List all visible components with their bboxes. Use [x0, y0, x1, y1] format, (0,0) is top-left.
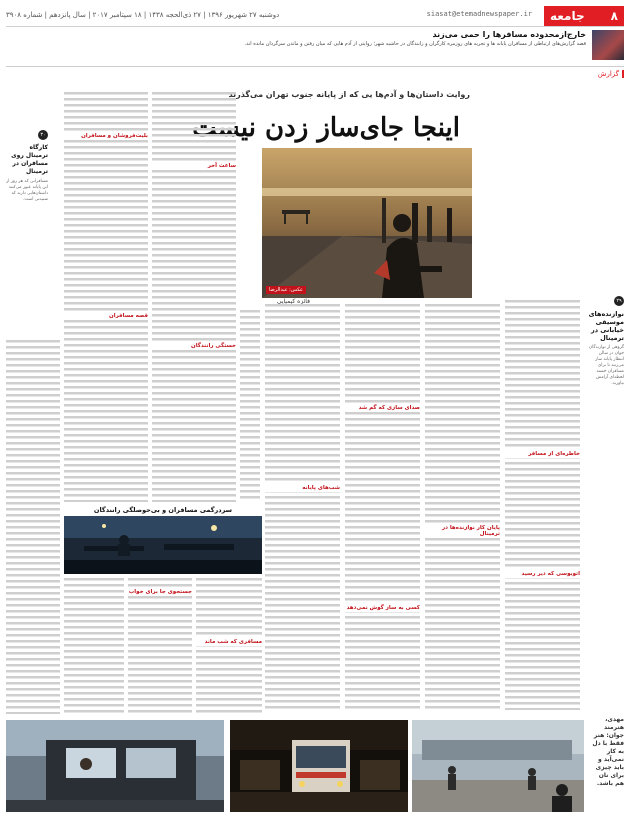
sidebar-number: ۲۹ [614, 296, 624, 306]
sidebar-right [588, 296, 624, 536]
column-subhead: قصه مسافران [64, 312, 148, 320]
divider [6, 66, 624, 67]
article-headline: اینجا جای‌ساز زدن نیست [192, 113, 460, 143]
secondary-photo [64, 516, 262, 574]
bottom-photo-bus-night [230, 720, 408, 812]
sidebar-title: نوازنده‌های موسیقی خیابانی در ترمینال [588, 310, 624, 342]
teaser-title: خارج‌ازمحدوده مسافرها را حمی می‌زند [432, 30, 586, 39]
text-column [64, 92, 148, 502]
date-line: دوشنبه ۲۷ شهریور ۱۳۹۶ | ۲۷ ذی‌الحجه ۱۴۳۸ | ۱۸ سپتامبر ۲۰۱۷ | سال پانزدهم | شماره ۳۹۰۸ [6, 11, 280, 19]
section-name: جامعه [550, 9, 585, 23]
section-tab[interactable] [544, 6, 624, 26]
sidebar-left [6, 130, 48, 330]
column-subhead: ساعت آخر [152, 162, 236, 170]
text-column [64, 578, 124, 714]
text-column [425, 304, 500, 710]
sidebar-body: مسافرانی که هر روز از این پایانه عبور می‌کنند داستان‌هایی دارند که شنیدنی است. [6, 179, 48, 202]
column-subhead: مسافری که شب ماند [196, 638, 262, 646]
column-subhead: بلیت‌فروشان و مسافران [64, 132, 148, 140]
text-column [345, 304, 420, 710]
photo-credit: عکس: عبدالرضا [266, 286, 306, 294]
text-column [505, 300, 580, 710]
page-header [6, 6, 624, 27]
page-number: ۸ [610, 9, 618, 23]
article-author: فائزه کیمیایی [276, 298, 310, 305]
column-subhead: شب‌های پایانه [265, 484, 340, 492]
text-column [6, 340, 60, 714]
text-column [152, 92, 236, 502]
article-kicker: روایت داستان‌ها و آدم‌ها یی که از پایانه جنوب تهران می‌گذرند [228, 90, 470, 99]
column-subhead: صدای سازی که گم شد [345, 404, 420, 412]
text-column [128, 578, 192, 714]
sidebar-number: ۳۰ [38, 130, 48, 140]
sidebar-title: کارگاه ترمینال روی مسافران در ترمینال [11, 144, 48, 175]
photo-caption-title: سردرگمی مسافران و بی‌حوصلگی رانندگان [93, 506, 233, 514]
bottom-photo-bus-driver [6, 720, 224, 812]
main-photo [262, 148, 472, 298]
teaser-box [6, 30, 624, 66]
bottom-photo-terminal [412, 720, 584, 812]
column-subhead: اتوبوسی که دیر رسید [505, 570, 580, 578]
teaser-thumbnail [592, 30, 624, 60]
column-subhead: پایان کار نوازنده‌ها در ترمینال [425, 524, 500, 538]
teaser-text: قصه گزارش‌های ارتباطی از مسافران پایانه ها و تجربه های روزمره کارگران و رانندگان در حاشیه شهر؛ روایتی از آدم هایی که میان رفتن و ماندن سرگردان مانده اند. [244, 41, 586, 47]
text-column [240, 310, 260, 500]
pull-quote: مهدی، هنرمند جوان: هنر فقط با دل به کار نمی‌آید و باید چیزی برای نان هم باشد. [592, 716, 624, 787]
column-subhead: خاطره‌ای از مسافر [505, 450, 580, 458]
text-column [265, 304, 340, 710]
column-subhead: خستگی رانندگان [152, 342, 236, 350]
sidebar-body: گروهی از نوازندگان جوان در سالن انتظار پایانه ساز می‌زنند تا برای مسافران خسته لحظه‌ای آرامش بیاورند. [589, 345, 624, 386]
section-email[interactable]: siasat@etemadnewspaper.ir [426, 10, 532, 18]
column-subhead: کسی به ساز گوش نمی‌دهد [346, 605, 420, 611]
text-column [196, 578, 262, 714]
section-tag: گزارش [598, 70, 624, 78]
column-subhead: جستجوی جا برای خواب [128, 589, 192, 595]
